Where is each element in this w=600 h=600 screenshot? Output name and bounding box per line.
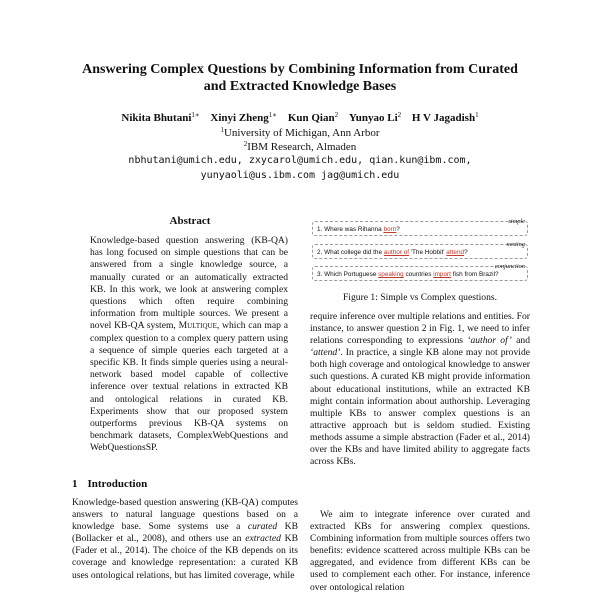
email-line: [40, 153, 560, 168]
affiliation-text: IBM Research, Almaden: [247, 141, 357, 153]
title-line-1: Answering Complex Questions by Combining Information from Curated: [82, 62, 518, 77]
author: [121, 112, 199, 124]
figure-1: [312, 212, 528, 288]
author-name: Xinyi Zheng: [210, 112, 269, 124]
question-text: fish from Brazil?: [450, 271, 499, 278]
intro-text: Knowledge-based question answering (KB-QA) computes answers to natural language questions based on a knowledge base. Some systems use a: [72, 497, 298, 533]
email[interactable]: jag@umich.edu: [321, 170, 400, 181]
emphasis-extracted: extracted: [245, 533, 281, 545]
title-line-2: and Extracted Knowledge Bases: [203, 79, 397, 94]
author-name: Kun Qian: [287, 112, 335, 124]
quoted-phrase: ‘author of’: [467, 335, 512, 347]
affiliation: [40, 138, 560, 154]
quoted-phrase: ‘attend’: [310, 347, 341, 359]
emphasis-curated: curated: [247, 521, 278, 533]
intro-text: KB (Bollacker et al., 2008), and others use an: [72, 521, 298, 545]
figure-caption: Figure 1: Simple vs Complex questions.: [342, 292, 498, 303]
right-column-paragraph-2: We aim to integrate inference over curated and extracted KBs for answering complex questions. Combining information from multiple sources offers two benefits: evidence scattered across multiple KBs can be aggregated, and evidence from different KBs can be used to complement each other. For instance, inference over ontological relation: [310, 509, 530, 593]
author-name: H V Jagadish: [411, 112, 476, 124]
question-text: countries: [403, 271, 434, 278]
body-text: and: [511, 335, 530, 347]
abstract-text: Knowledge-based question answering (KB-QA) has long focused on simple questions that can be answered from a single knowledge source, a manually curated or an automatically extracted KB. In this work, we look at answering complex questions which often require combining information from multiple sources. We present a novel KB-QA system,: [90, 235, 288, 332]
section-heading-introduction: [72, 478, 147, 490]
question-type-tag: simple: [508, 218, 525, 225]
email[interactable]: zxycarol@umich.edu,: [248, 155, 364, 166]
author-affiliation-mark: 2: [397, 111, 402, 119]
question-text: 3. Which Portuguese: [317, 271, 379, 278]
relation-phrase: born: [383, 226, 397, 233]
question-box-conjunction: [312, 263, 528, 281]
section-number: 1: [72, 478, 78, 490]
affiliation-text: University of Michigan, Ann Arbor: [223, 127, 380, 139]
author: [210, 112, 277, 124]
question-text: 'The Hobbit': [409, 249, 447, 256]
body-text: require inference over multiple relations and entities. For instance, to answer question 2 in Fig. 1, we need to infer relations corresponding to expressions: [310, 311, 530, 347]
right-column-paragraph: [310, 311, 530, 468]
paper-title: [60, 61, 540, 95]
email[interactable]: qian.kun@ibm.com,: [369, 155, 472, 166]
question-text: 1. Where was Rihanna: [317, 226, 384, 233]
email-line: [40, 168, 560, 183]
affiliation-mark: 2: [243, 140, 248, 148]
intro-text: KB (Fader et al., 2014). The choice of the KB depends on its coverage and knowledge representation: a curated KB uses ontological relations, but has limited coverage, while: [72, 533, 298, 581]
question-box-simple: [312, 218, 528, 236]
author: [349, 112, 401, 124]
author-emails: [40, 153, 560, 183]
system-name: Multique: [178, 320, 217, 332]
question-text: 2. What college did the: [317, 249, 384, 256]
abstract-heading: Abstract: [169, 215, 211, 227]
author-name: Nikita Bhutani: [121, 112, 192, 124]
question-type-tag: conjunction: [494, 263, 525, 270]
author-name: Yunyao Li: [348, 112, 398, 124]
section-title: Introduction: [87, 478, 148, 490]
introduction-body: [72, 497, 298, 582]
author-affiliation-mark: 1: [475, 111, 479, 119]
relation-phrase: attend: [446, 249, 465, 256]
question-text: ?: [464, 249, 468, 256]
relation-phrase: import: [433, 271, 451, 278]
author-affiliation-mark: 1∗: [268, 111, 278, 119]
affiliation-mark: 1: [220, 126, 224, 134]
email[interactable]: yunyaoli@us.ibm.com: [200, 170, 316, 181]
email[interactable]: nbhutani@umich.edu,: [128, 155, 243, 166]
relation-phrase: author of: [383, 249, 410, 256]
author-affiliation-mark: 1∗: [191, 111, 200, 119]
question-text: ?: [396, 226, 400, 233]
question-box-nesting: [312, 241, 528, 259]
abstract-text: , which can map a complex question to a complex query pattern using a sequence of simple queries each targeted at a specific KB. It finds simple queries using a neural-network based model capable of collective inference over textual relations in extracted KB and ontological relations in curated KB. Experiments show that our proposed system outperforms previous KB-QA systems on benchmark datasets, ComplexWebQuestions and WebQuestionsSP.: [90, 320, 289, 454]
author: [412, 112, 479, 124]
author: [288, 112, 338, 124]
body-text: . In practice, a single KB alone may not provide both high coverage and ontological knowledge to answer such questions. A curated KB might provide information about educational institutions, while an extracted KB might contain information about authorship. Leveraging multiple KBs to answer complex questions is an attractive approach but is seldom studied. Existing methods assume a simple abstraction (Fader et al., 2014) over the KBs and have limited ability to aggregate facts across KBs.: [310, 347, 530, 468]
abstract-body: [90, 235, 288, 455]
author-list: [40, 108, 560, 125]
author-affiliation-mark: 2: [334, 111, 339, 119]
question-type-tag: nesting: [506, 241, 525, 248]
relation-phrase: speaking: [378, 271, 404, 278]
